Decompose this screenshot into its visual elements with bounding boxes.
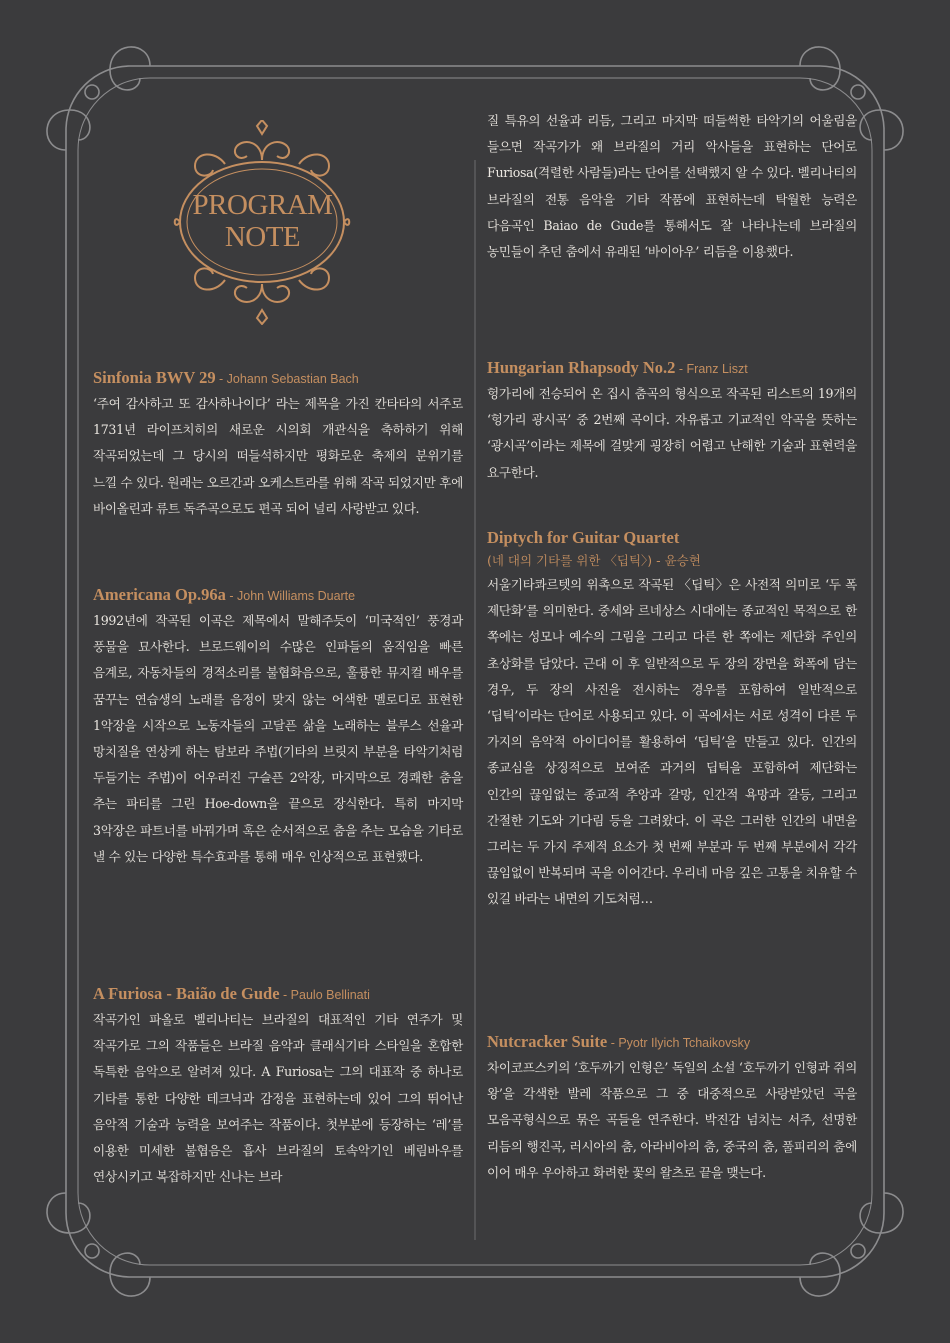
section-a-furiosa-continued <box>487 108 857 265</box>
section-title: Hungarian Rhapsody No.2 - Franz Liszt <box>487 358 748 377</box>
section-nutcracker <box>487 1030 857 1186</box>
logo-line-program: PROGRAM <box>192 189 333 221</box>
section-americana <box>93 583 463 870</box>
composer-name: - Pyotr Ilyich Tchaikovsky <box>607 1036 751 1050</box>
section-title: A Furiosa - Baião de Gude - Paulo Bellinati <box>93 984 370 1003</box>
section-body-continued: 질 특유의 선율과 리듬, 그리고 마지막 떠들썩한 타악기의 어울림을 들으면 작곡가가 왜 브라질의 거리 악사들을 표현하는 단어로 Furiosa(격렬한 사람들)라는 단어를 선택했지 알 수 있다. 벨리나티의 브라질의 전통 음악을 기타 작품에 표현하는데 탁월한 능력은 다음곡인 Baiao de Gude를 통해서도 잘 나타나는데 브라질의 농민들이 추던 춤에서 유래된 ‘바이아우’ 리듬을 이용했다. <box>487 113 857 260</box>
section-body: 차이코프스키의 ‘호두까기 인형은’ 독일의 소설 ‘호두까기 인형과 쥐의 왕’을 각색한 발레 작품으로 그 중 대중적으로 사랑받았던 곡을 모음곡형식으로 묶은 곡들을 연주한다. 박진감 넘치는 서주, 선명한 리듬의 행진곡, 러시아의 춤, 아라비아의 춤, 중국의 춤, 풀피리의 춤에 이어 매우 우아하고 화려한 꽃의 왈츠로 끝을 맺는다. <box>487 1060 857 1180</box>
section-title: Nutcracker Suite - Pyotr Ilyich Tchaikovsky <box>487 1032 751 1051</box>
section-body: 헝가리에 전승되어 온 집시 춤곡의 형식으로 작곡된 리스트의 19개의 ‘헝가리 광시곡’ 중 2번째 곡이다. 자유롭고 기교적인 악곡을 뜻하는 ‘광시곡’이라는 제목에 걸맞게 굉장히 어렵고 난해한 기술과 표현력을 요구한다. <box>487 386 857 480</box>
composer-name: - Johann Sebastian Bach <box>215 372 359 386</box>
composer-name: - Franz Liszt <box>675 362 748 376</box>
section-body: ‘주여 감사하고 또 감사하나이다’ 라는 제목을 가진 칸타타의 서주로 1731년 라이프치히의 새로운 시의회 개관식을 축하하기 위해 작곡되었는데 그 당시의 떠들석하지만 평화로운 축제의 분위기를 느낄 수 있다. 원래는 오르간과 오케스트라를 위해 작곡 되었지만 후에 바이올린과 류트 독주곡으로도 편곡 되어 널리 사랑받고 있다. <box>93 396 463 516</box>
composer-name: - Paulo Bellinati <box>279 988 370 1002</box>
corner-ornament-bottom-right <box>800 1193 903 1296</box>
corner-ornament-bottom-left <box>47 1193 150 1296</box>
section-title: Sinfonia BWV 29 - Johann Sebastian Bach <box>93 368 359 387</box>
section-hungarian-rhapsody <box>487 356 857 486</box>
section-a-furiosa <box>93 982 463 1190</box>
section-body: 작곡가인 파올로 벨리나티는 브라질의 대표적인 기타 연주가 및 작곡가로 그의 작품들은 브라질 음악과 클래식기타 스타일을 혼합한 독특한 음악으로 알려져 있다. A Furiosa는 그의 대표작 중 하나로 기타를 통한 다양한 테크닉과 감정을 표현하는데 있어 그의 뛰어난 음악적 기술과 능력을 보여주는 작품이다. 첫부분에 등장하는 ‘레’를 이용한 미세한 불협음은 흡사 브라질의 토속악기인 베림바우를 연상시키고 복잡하지만 신나는 브라 <box>93 1012 463 1185</box>
corner-ornament-top-left <box>47 47 150 150</box>
section-subtitle: (네 대의 기타를 위한 〈딥틱〉) - 윤승현 <box>487 553 701 568</box>
composer-name: - John Williams Duarte <box>225 589 356 603</box>
logo-line-note: NOTE <box>224 221 301 253</box>
section-diptych <box>487 526 857 913</box>
section-body: 서울기타콰르텟의 위촉으로 작곡된 〈딥틱〉은 사전적 의미로 ‘두 폭 제단화’를 의미한다. 중세와 르네상스 시대에는 종교적인 목적으로 한 쪽에는 성모나 예수의 그림을 그리고 다른 한 쪽에는 제단화 주인의 초상화를 담았다. 근대 이 후 일반적으로 두 장의 장면을 화폭에 담는 경우, 두 장의 사진을 전시하는 경우를 포함하여 일반적으로 ‘딥틱’이라는 단어로 사용되고 있다. 이 곡에서는 서로 성격이 다른 두 가지의 음악적 아이디어를 활용하여 ‘딥틱’을 만들고 있다. 인간의 종교심을 상징적으로 보여준 과거의 딥틱을 포함하여 제단화는 인간의 끊임없는 종교적 추앙과 갈망, 인간적 욕망과 갈등, 그리고 간절한 기도와 기다림 등을 그려왔다. 이 곡은 그러한 인간의 내면을 그리는 두 가지 주제적 요소가 첫 번째 부분과 두 번째 부분에서 각각 끊임없이 반복되며 곡을 이어간다. 우리네 마음 깊은 고통을 치유할 수 있길 바라는 내면의 기도처럼… <box>487 577 857 907</box>
section-sinfonia <box>93 366 463 522</box>
section-title: Americana Op.96a - John Williams Duarte <box>93 585 356 604</box>
section-body: 1992년에 작곡된 이곡은 제목에서 말해주듯이 ‘미국적인’ 풍경과 풍물을 묘사한다. 브로드웨이의 수많은 인파들의 움직임을 빠른 음계로, 자동차들의 경적소리를 불협화음으로, 훌륭한 뮤지컬 배우를 꿈꾸는 연습생의 노래를 음정이 맞지 않는 어색한 멜로디로 표현한 1악장을 시작으로 노동자들의 고달픈 삶을 노래하는 블루스 선율과 망치질을 연상케 하는 탐보라 주법(기타의 브릿지 부분을 타악기처럼 두들기는 주법)이 어우러진 구슬픈 2악장, 마지막으로 경쾌한 춤을 추는 파티를 그린 Hoe-down을 끝으로 장식한다. 특히 마지막 3악장은 파트너를 바꿔가며 혹은 순서적으로 춤을 추는 모습을 기타로 낼 수 있는 다양한 특수효과를 통해 매우 인상적으로 표현했다. <box>93 613 463 864</box>
section-title: Diptych for Guitar Quartet <box>487 528 680 547</box>
